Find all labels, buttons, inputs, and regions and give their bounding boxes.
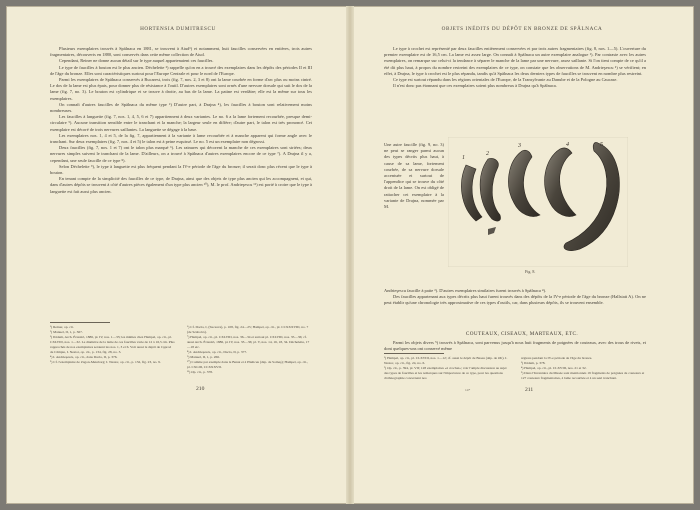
footnote: ⁴) I. Andrieşescu, op. cit., dans Dacia, II, p. 376. (50, 355, 118, 359)
footnote: ³) Ibidem, Arch. Értesitő, 1886, pl. IV, nos. 1—33; les mêmes chez Hampel, op. cit., pl. CXLVIII, nos. 1—32. Le diamètre de la lame de ces faucilles varie de 12 à 16,5 cm. Plus rapprochés de nos exemplaires seraient les nos. 1, 3 et 6. Voir aussi le dépôt de Cşprod de Câmpie, I. Nestor, op. cit., p. 134, fig. 28, no. 3. (50, 335, 175, 354)
footnote: ²) Op. cit., p. 394, pl. VII; 128 exemplaires «à crochet»; voir l'ample discussion au sujet des types de faucilles et les remarques sur l'importance de ce type, pour les questions d'ethnographie concernant nos (384, 366, 507, 380)
footnote-column (50, 325, 175, 375)
figure-label: 3 (518, 143, 521, 149)
paragraph: Le type de faucilles à bouton est le plus ancien. Déchelette ²) rappelle qu'on en a trouvé des exemplaires dans les dépôts des périodes II et III de l'âge du bronze. Elles sont caractéristiques surtout pour l'Europe Centrale et pour le nord de l'Europe. (50, 64, 312, 76)
sickles-illustration (448, 137, 628, 267)
footnotes (50, 325, 312, 375)
running-head: HORTENSIA DUMITRESCU (140, 26, 216, 32)
figure-label: 4 (566, 142, 569, 148)
paragraph: Les faucilles à languette (fig. 7, nos. 1, 4, 5, 6 et 7) appartiennent à deux variantes. Le no. 6 a la lame fortement recourbée, presque demi-circulaire ⁵). Aucune transition sensible entre le tranchant et la manche; la largeur seule en diffère; d'autre part, le talon est très prononcé. Cet exemplaire est décoré de trois nervures saillantes. La languette se dégage à la base. (50, 114, 312, 132)
footnotes (384, 356, 646, 381)
footnote: ⁹) Manuel, II, 1, p. 266. (187, 355, 220, 359)
paragraph: Parmi les objets divers ⁵) trouvés à Spălnaca, sont parvenus jusqu'à nous huit fragments de poignées de couteaux, avec des trous de rivets, et dont quelques-uns ont conservé même (384, 340, 646, 352)
paragraph: Le type à crochet est représenté par deux faucilles entièrement conservées et par trois autres fragmentaires (fig. 8, nos. 1—5). L'ouverture du premier exemplaire est de 16,5 cm. La lame est assez large. On connaît à Spălnaca un autre exemplaire analogue ¹). Par contraste avec les autres exemplaires, on remarque sur celui-ci la tendance à séparer le manche de la lame par une nervure, assez saillante. Si l'on tient compte de ce qu'il a été dit plus haut, à propos du nombre restreint des exemplaires de ce type, on constate que les observations de M. Andrieşescu ²) se vérifient; en effet, à Drajna, le type à crochet est le plus répandu, tandis qu'à Spălnaca les deux derniers types de faucilles se trouvent en nombre plus restreint. (384, 46, 646, 76)
sickle-4 (545, 148, 576, 217)
sickle-1 (461, 165, 482, 221)
paragraph: Plusieurs exemplaires trouvés à Spălnaca en 1881, se trouvent à Aiud¹) et notamment, huit faucilles conservées en entières, trois autres fragmentaires, découverts en 1880, sont conservés dans cette même collection de Aiud. (50, 46, 312, 58)
paragraph: Il n'est donc pas étonnant que ces exemplaires soient plus nombreux à Drajna qu'à Spălnaca. (393, 83, 557, 89)
sickle-fragment (488, 227, 496, 235)
paragraph: On connaît d'autres faucilles de Spălnaca du même type ³) D'autre part, à Drajna ⁴), les faucilles à bouton sont relativement moins nombreuses. (50, 101, 312, 114)
body-text-continued (384, 288, 646, 307)
body-text (384, 46, 646, 89)
footnote-column (521, 356, 646, 381)
running-head: OBJETS INÉDITS DU DÉPÔT EN BRONZE DE SPĂLNACA (441, 26, 603, 32)
paragraph: Andrieşescu faucille à patte ³). D'autres exemplaires similaires furent trouvés à Spălnaca ⁴). (384, 288, 547, 293)
section-body (384, 340, 646, 352)
footnote-rule (384, 353, 444, 354)
paragraph: Des faucilles appartenant aux types décrits plus haut furent trouvés dans des dépôts de la IV-e période de l'âge du bronze (Hallstatt A). On ne peut établir qu'une chronologie très approximative de ces types d'outils, car, dans plusieurs dépôts, ils se trouvent ensemble. (384, 294, 646, 306)
sickle-figure (448, 137, 628, 267)
footnote: ⁴) Hampel, op. cit., pl. CLXVIII, nos. 21 et 32. (521, 366, 587, 370)
footnote: ⁸) I. Andrieşescu, op. cit., Dacia, II, p. 377. (187, 350, 248, 354)
signature-mark: 14* (465, 388, 471, 392)
paragraph: Deux faucilles (fig. 7, nos. 1 et 7) ont le talon plus marqué ⁶). Les rainures qui décorent la manche de ces exemplaires sont striées; deux nervures simples suivent le tranchant de la lame. D'ailleurs, on a trouvé à Spălnaca d'autres exemplaires encore de ce type ⁷). A Drajna il y a, cependant, une seule faucille de ce type ⁸). (50, 145, 312, 163)
right-page (350, 6, 694, 504)
footnote: ²) Manuel, II, 1, p. 367. (50, 330, 83, 334)
sickle-5 (564, 142, 619, 250)
footnote: ¹) Reiner, op. cit. (50, 325, 74, 329)
footnote: ³) Ibidem, p. 378. (521, 361, 546, 365)
page-number: 211 (525, 387, 534, 393)
footnote: ⁷) Hampel, op. cit., pl. CXLVIII, nos. 36—34 et surtout pl. CXLVIII, nos. 35—36; cf. aussi Arch. Értesitő, 1886, pl. IV, nos. 33—36; pl. V, nos. 14, 16, 18, 34. Déchelette, 17—18 etc. (187, 335, 310, 349)
figure-caption: Fig. 8. (525, 269, 536, 274)
figure-label: 5 (600, 142, 603, 148)
paragraph: Cependant, Reiner ne donne aucun détail sur le type auquel appartenaient ces faucilles. (59, 58, 214, 64)
sickle-2 (480, 158, 500, 221)
book-spread (6, 6, 694, 504)
paragraph: Les exemplaires nos. 1, 4 et 5, de la fig. 7, appartiennent à la variante à lame recourbée et à manche apparent qui forme angle avec le tranchant. Sur deux exemplaires (fig. 7, nos. 4 et 5) le talon est à peine esquissé. Le no. 5 est un exemplaire non dégrossi. (50, 132, 312, 145)
wrapped-paragraph: Une autre faucille (fig. 9, no. 3) ne peut se ranger parmi aucun des types décrits plus haut, à cause de sa lame, fortement courbée, de sa nervure dorsale accentuée et surtout de l'appendice qui se trouve du côté droit de la lame. On est obligé de rattacher cet exemplaire à la variante de Drajna, nommée par M. (384, 142, 444, 210)
footnote: ⁵) Dans l'Inventaire du Musée sont mentionnés 19 fragments de poignées de couteaux et 127 couteaux fragmentaires, à lame recourbée et à un seul tranchant. (521, 371, 645, 380)
footnote: ⁶) Cf. Dacia, I, (Suceava), p. 108, fig. 24—25; Hampel, op. cit., pl. CCXXXVIII, no. 7 (de Szabolcs). (187, 325, 309, 334)
figure-label: 2 (486, 151, 489, 157)
paragraph: Parmi les exemplaires de Spălnaca conservés à Bucarest, trois (fig. 7, nos. 2, 3 et 8) ont la lame courbée en forme d'arc plus ou moins cintré. Le dos de la lame est plus épais, pour donner plus de résistance à l'outil. D'autres exemplaires sont ornés d'une nervure dorsale qui suit le dos de la lame (fig. 7, no. 3). Le bouton est cylindrique et se trouve à droite, au bas de la lame. La patine est verdâtre; elle est la même sur tous les exemplaires. (50, 77, 312, 101)
left-page (6, 6, 350, 504)
page-number: 210 (196, 386, 205, 392)
footnote: ¹¹) Op. cit., p. 378. (187, 370, 213, 374)
footnote-column (384, 356, 509, 381)
paragraph: Selon Déchelette ⁹), le type à languette est plus fréquent pendant la IV-e période de l'âge du bronze; il serait donc plus récent que le type à bouton. (50, 163, 312, 176)
footnote: régions pendant la IV-e période de l'âge du bronze. (521, 356, 593, 360)
footnote: ¹⁰) Comme par exemple dans le Banat et à Păuliceu (dép. de Someş); Hampel, op. cit., pl. CXLIII, CCXXXVII. (187, 360, 308, 369)
footnote-rule (50, 322, 110, 323)
section-heading: COUTEAUX, CISEAUX, MARTEAUX, ETC. (465, 331, 579, 337)
body-text (50, 46, 312, 195)
footnote: ¹) Hampel, op. cit., pl. CLXVIII, nos. 1—12; cf. aussi le dépôt de Baseu (dép. de Olt). I. Nestor, op. cit., fig. 24, no. 6. (384, 356, 508, 365)
sickle-3 (508, 150, 540, 216)
paragraph: En tenant compte de la simplicité des faucilles de ce type, de Drajna, ainsi que des objets de type plus ancien qui les accompagnent, et qui, dans d'autres dépôts se trouvent à côté d'autres pièces également d'un type plus ancien ¹⁰), M. le prof. Andrieşescu ¹¹) est porté à croire que le type à languette est fait aussi plus ancien. (50, 176, 313, 194)
footnote-column (187, 325, 312, 375)
footnote: ⁵) Cf. l'exemplaire de Zagon-Meteborg; I. Nestor, op. cit., p. 132, fig. 23, no. 9. (50, 360, 161, 364)
figure-label: 1 (462, 155, 465, 161)
paragraph: Ce type est surtout répandu dans les régions orientales de l'Europe, de la Transylvanie au Danube et de la Pologne au Caucase. (393, 77, 618, 83)
